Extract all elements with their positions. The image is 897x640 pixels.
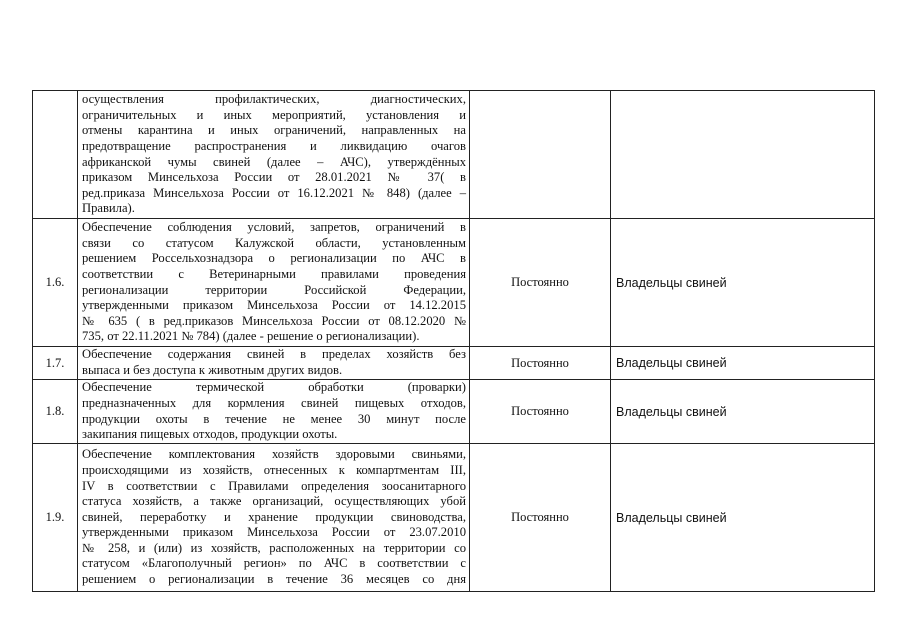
text-line: африканской чумы свиней (далее – АЧС), утверждённых bbox=[82, 154, 466, 169]
responsible-cell: Владельцы свиней bbox=[611, 444, 875, 592]
text-line: IV в соответствии с Правилами определения зоосанитарного bbox=[82, 478, 466, 493]
row-number: 1.6. bbox=[33, 219, 78, 347]
text-line: продукции охоты в течение не менее 30 минут после bbox=[82, 411, 466, 426]
table-row bbox=[33, 444, 875, 592]
measure-description bbox=[78, 380, 470, 444]
text-line: Обеспечение соблюдения условий, запретов, ограничений в bbox=[82, 220, 466, 235]
text-line: статусом «Благополучный регион» по АЧС в соответствии с bbox=[82, 556, 466, 571]
text-line: № 258, и (или) из хозяйств, расположенных на территории со bbox=[82, 540, 466, 555]
text-line: Обеспечение термической обработки (проварки) bbox=[82, 380, 466, 395]
text-line: статуса хозяйств, а также организаций, осуществляющих убой bbox=[82, 494, 466, 509]
measure-description bbox=[78, 219, 470, 347]
text-line: Обеспечение содержания свиней в пределах хозяйств без bbox=[82, 347, 466, 362]
row-number: 1.7. bbox=[33, 347, 78, 380]
term-cell bbox=[470, 91, 611, 219]
text-line: выпаса и без доступа к животным других видов. bbox=[82, 363, 343, 377]
measure-description bbox=[78, 347, 470, 380]
text-line: происходящими из хозяйств, отнесенных к компартментам III, bbox=[82, 462, 466, 477]
text-line: утвержденными приказом Минсельхоза России от 14.12.2015 bbox=[82, 298, 466, 313]
table-row bbox=[33, 347, 875, 380]
table-row bbox=[33, 219, 875, 347]
text-line: соответствии с Ветеринарными правилами проведения bbox=[82, 266, 466, 281]
text-line: закипания пищевых отходов, продукции охоты. bbox=[82, 427, 338, 442]
text-line: решением Россельхознадзора о регионализации по АЧС в bbox=[82, 251, 466, 266]
row-number: 1.9. bbox=[33, 444, 78, 592]
text-line: предотвращение распространения и ликвидацию очагов bbox=[82, 138, 466, 153]
responsible-cell: Владельцы свиней bbox=[611, 219, 875, 347]
measure-description bbox=[78, 91, 470, 219]
text-line: отмены карантина и иных ограничений, направленных на bbox=[82, 123, 466, 138]
text-line: ред.приказа Минсельхоза России от 16.12.2021 № 848) (далее – bbox=[82, 185, 466, 200]
text-line: Обеспечение комплектования хозяйств здоровыми свиньями, bbox=[82, 447, 466, 462]
row-number: 1.8. bbox=[33, 380, 78, 444]
text-line: предназначенных для кормления свиней пищевых отходов, bbox=[82, 395, 466, 410]
responsible-cell: Владельцы свиней bbox=[611, 380, 875, 444]
text-line: приказом Минсельхоза России от 28.01.2021 № 37( в bbox=[82, 170, 466, 185]
text-line: связи со статусом Калужской области, установленным bbox=[82, 235, 466, 250]
table-row bbox=[33, 380, 875, 444]
row-number bbox=[33, 91, 78, 219]
text-line: 735, от 22.11.2021 № 784) (далее - решение о регионализации). bbox=[82, 329, 420, 344]
text-line: осуществления профилактических, диагностических, bbox=[82, 92, 466, 107]
term-cell: Постоянно bbox=[470, 219, 611, 347]
text-line: регионализации территории Российской Федерации, bbox=[82, 282, 466, 297]
term-cell: Постоянно bbox=[470, 444, 611, 592]
term-cell: Постоянно bbox=[470, 380, 611, 444]
text-line: решением о регионализации в течение 36 месяцев со дня bbox=[82, 572, 466, 587]
text-line: утвержденными приказом Минсельхоза России от 23.07.2010 bbox=[82, 525, 466, 540]
table-row bbox=[33, 91, 875, 219]
text-line: № 635 ( в ред.приказов Минсельхоза России от 08.12.2020 № bbox=[82, 313, 466, 328]
responsible-cell bbox=[611, 91, 875, 219]
measure-description bbox=[78, 444, 470, 592]
term-cell: Постоянно bbox=[470, 347, 611, 380]
measures-table bbox=[32, 90, 875, 592]
text-line: Правила). bbox=[82, 201, 135, 216]
text-line: свиней, переработку и хранение продукции свиноводства, bbox=[82, 509, 466, 524]
text-line: ограничительных и иных мероприятий, установления и bbox=[82, 107, 466, 122]
responsible-cell: Владельцы свиней bbox=[611, 347, 875, 380]
